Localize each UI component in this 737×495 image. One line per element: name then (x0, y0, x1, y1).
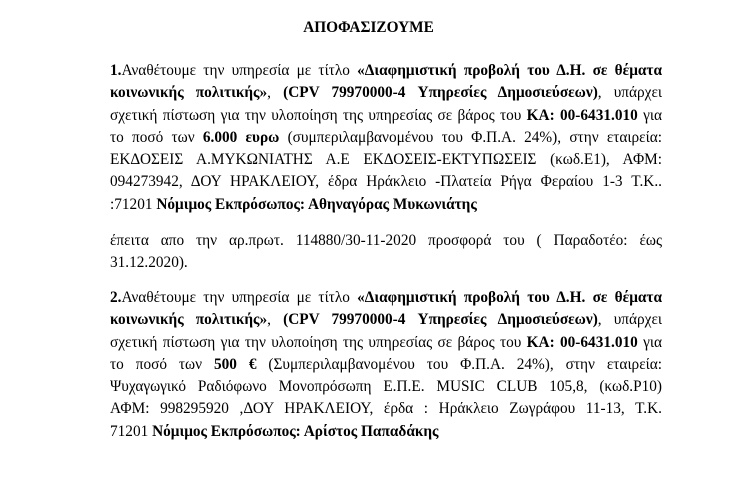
item-1-line-3 (110, 105, 662, 127)
text-run: για (637, 333, 662, 351)
text-run: 71201 (110, 422, 153, 440)
budget-code: ΚΑ: 00-6431.010 (526, 333, 638, 351)
item-2-line-3 (110, 332, 662, 354)
decision-item-1 (110, 60, 662, 216)
budget-code: ΚΑ: 00-6431.010 (526, 106, 638, 124)
legal-representative: Νόμιμος Εκπρόσωπος: Αρίστος Παπαδάκης (152, 422, 439, 440)
item-1-line-6: 094273942, ΔΟΥ ΗΡΑΚΛΕΙΟΥ, έδρα Ηράκλειο -Πλατεία Ρήγα Φεραίου 1-3 Τ.Κ.. (110, 173, 662, 191)
offer-reference (110, 230, 662, 275)
item-1-line-7 (110, 194, 662, 216)
item-number: 1. (110, 62, 122, 79)
item-2-line-1 (110, 287, 662, 309)
service-title: «Διαφημιστική προβολή του Δ.Η. σε θέματα (357, 62, 662, 79)
item-2-line-6: ΑΦΜ: 998295920 ,ΔΟΥ ΗΡΑΚΛΕΙΟΥ, έρδα : Ηράκλειο Ζωγράφου 11-13, Τ.Κ. (110, 400, 662, 418)
text-run: Αναθέτουμε την υπηρεσία με τίτλο (121, 289, 358, 306)
item-2-line-4 (110, 354, 662, 376)
page-title: ΑΠΟΦΑΣΙΖΟΥΜΕ (303, 19, 434, 36)
text-run: για (637, 106, 662, 124)
decision-item-2 (110, 287, 662, 443)
service-title: κοινωνικής πολιτικής» (110, 84, 268, 102)
item-1-line-1 (110, 60, 662, 82)
text-run: το ποσό των (110, 355, 214, 373)
text-run: , (267, 311, 284, 329)
text-run: Αναθέτουμε την υπηρεσία με τίτλο (121, 62, 358, 79)
item-2-line-5: Ψυχαγωγικό Ραδιόφωνο Μονοπρόσωπη Ε.Π.Ε. MUSIC CLUB 105,8, (κωδ.Ρ10) (110, 378, 662, 396)
text-run: , υπάρχει (597, 84, 663, 102)
text-run: , υπάρχει (597, 311, 663, 329)
offer-line-2: 31.12.2020). (110, 254, 188, 272)
service-title: κοινωνικής πολιτικής» (110, 311, 268, 329)
text-run: (Συμπεριλαμβανομένου του Φ.Π.Α. 24%), στην εταιρεία: (256, 355, 662, 373)
item-2-line-2 (110, 309, 662, 331)
text-run: σχετική πίστωση για την υλοποίηση της υπηρεσίας σε βάρος του (110, 106, 527, 124)
item-2-line-7 (110, 421, 662, 443)
text-run: (συμπεριλαμβανομένου του Φ.Π.Α. 24%), στην εταιρεία: (279, 128, 662, 146)
cpv-code: (CPV 79970000-4 Υπηρεσίες Δημοσιεύσεων) (283, 84, 598, 102)
text-run: :71201 (110, 195, 157, 213)
offer-line-1: έπειτα απο την αρ.πρωτ. 114880/30-11-2020 προσφορά του ( Παραδοτέο: έως (110, 232, 662, 249)
legal-representative: Νόμιμος Εκπρόσωπος: Αθηναγόρας Μυκωνιάτης (156, 195, 477, 213)
item-1-line-4 (110, 127, 662, 149)
text-run: το ποσό των (110, 128, 203, 146)
amount: 6.000 ευρω (202, 128, 280, 146)
text-run: , (267, 84, 284, 102)
cpv-code: (CPV 79970000-4 Υπηρεσίες Δημοσιεύσεων) (283, 311, 598, 329)
item-1-line-2 (110, 82, 662, 104)
item-1-line-5: ΕΚΔΟΣΕΙΣ Α.ΜΥΚΩΝΙΑΤΗΣ Α.Ε ΕΚΔΟΣΕΙΣ-ΕΚΤΥΠΩΣΕΙΣ (κωδ.Ε1), ΑΦΜ: (110, 151, 662, 169)
amount: 500 € (213, 355, 257, 373)
service-title: «Διαφημιστική προβολή του Δ.Η. σε θέματα (357, 289, 662, 306)
text-run: σχετική πίστωση για την υλοποίηση της υπηρεσίας σε βάρος του (110, 333, 527, 351)
item-number: 2. (110, 289, 122, 306)
